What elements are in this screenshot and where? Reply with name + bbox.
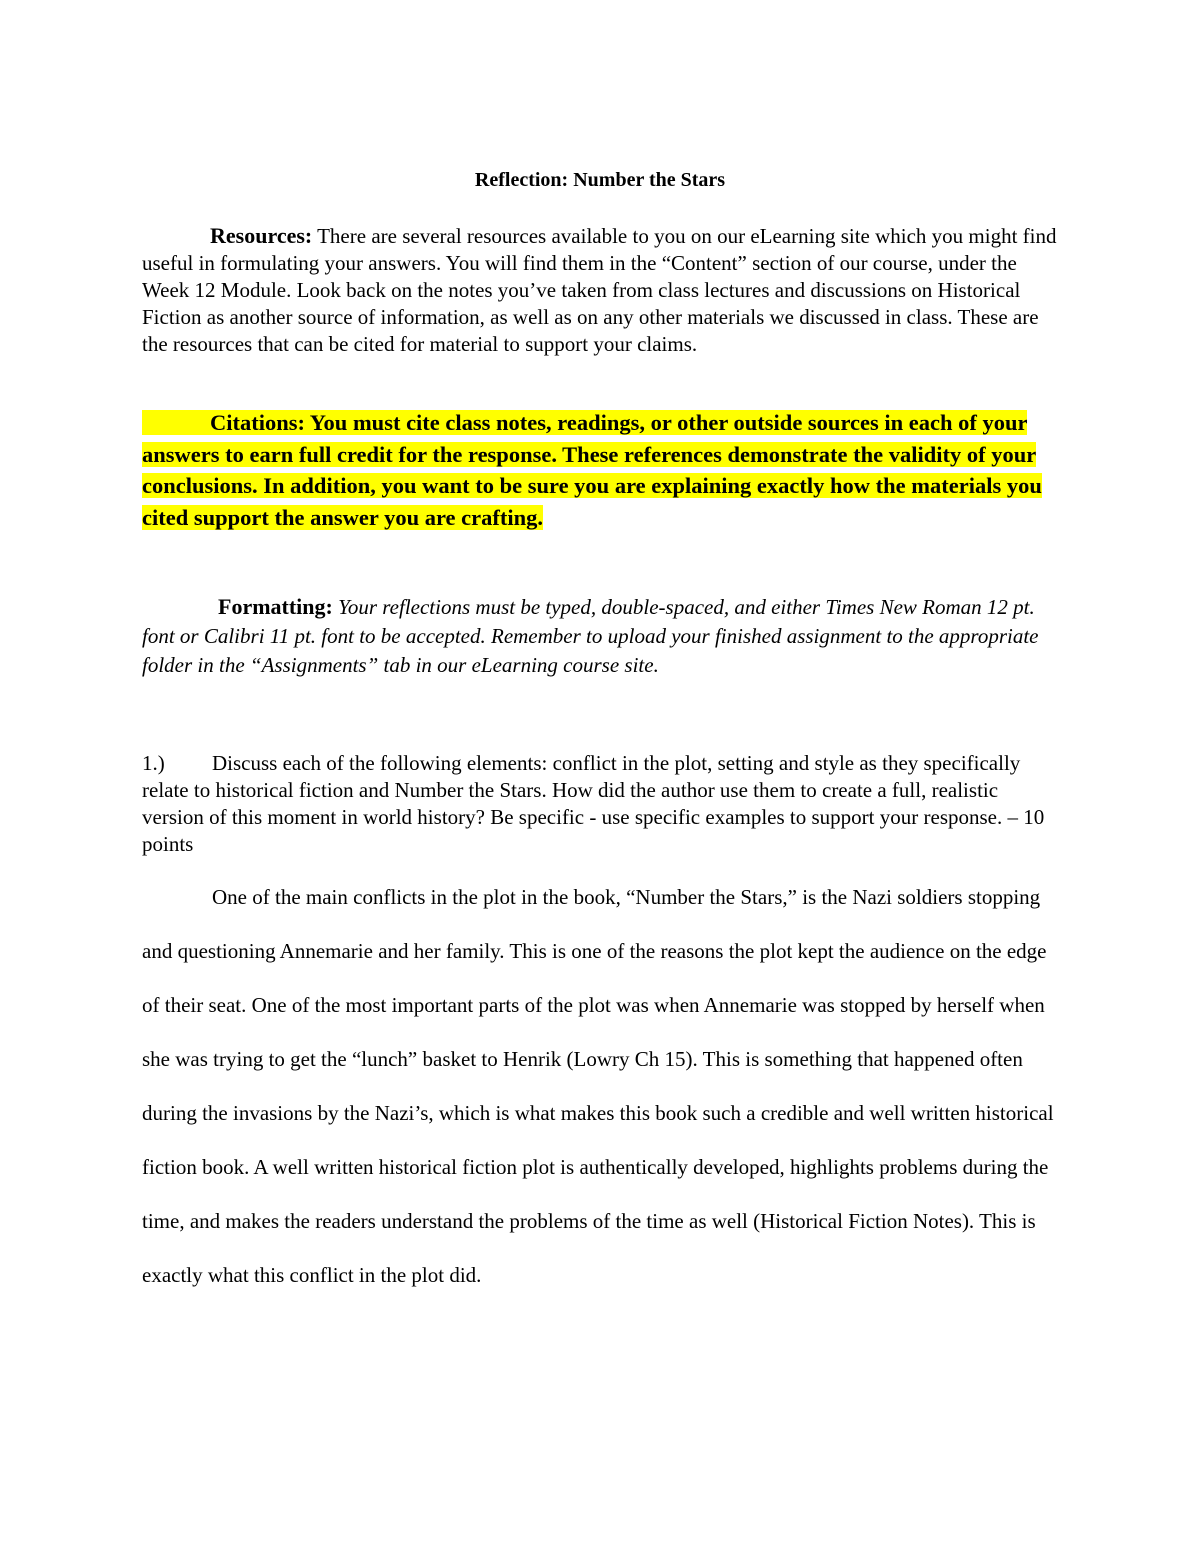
answer-text: One of the main conflicts in the plot in the book, “Number the Stars,” is the Nazi soldiers stopping and questioning Annemarie and her family. This is one of the reasons the plot kept the audience on the edge of their seat. One of the most important parts of the plot was when Annemarie was stopped by herself when she was trying to get the “lunch” basket to Henrik (Lowry Ch 15). This is something that happened often during the invasions by the Nazi’s, which is what makes this book such a credible and well written historical fiction book. A well written historical fiction plot is authentically developed, highlights problems during the time, and makes the readers understand the problems of the time as well (Historical Fiction Notes). This is exactly what this conflict in the plot did. [142,885,1054,1287]
formatting-text: Your reflections must be typed, double-spaced, and either Times New Roman 12 pt. font or Calibri 11 pt. font to be accepted. Remember to upload your finished assignment to the appropriate folder in the “Assignments” tab in our eLearning course site. [142,595,1039,677]
resources-paragraph [142,222,1062,358]
resources-label: Resources: [210,223,313,248]
question-number: 1.) [142,751,165,775]
question-paragraph [142,750,1062,858]
citations-label: Citations: [210,410,305,435]
citations-text: You must cite class notes, readings, or other outside sources in each of your answers to earn full credit for the response. These references demonstrate the validity of your conclusions. In addition, you want to be sure you are explaining exactly how the materials you cited support the answer you are crafting. [142,410,1042,530]
answer-paragraph [142,870,1062,1302]
citations-paragraph [142,407,1062,533]
resources-text: There are several resources available to you on our eLearning site which you might find useful in formulating your answers. You will find them in the “Content” section of our course, under the Week 12 Module. Look back on the notes you’ve taken from class lectures and discussions on Historical Fiction as another source of information, as well as on any other materials we discussed in class. These are the resources that can be cited for material to support your claims. [142,224,1057,356]
question-text: Discuss each of the following elements: conflict in the plot, setting and style as they specifically relate to historical fiction and Number the Stars. How did the author use them to create a full, realistic version of this moment in world history? Be specific - use specific examples to support your response. – 10 points [142,751,1045,856]
document-title: Reflection: Number the Stars [474,169,726,191]
citations-highlight [142,410,1042,530]
formatting-label: Formatting: [218,594,333,619]
formatting-paragraph [142,592,1062,680]
